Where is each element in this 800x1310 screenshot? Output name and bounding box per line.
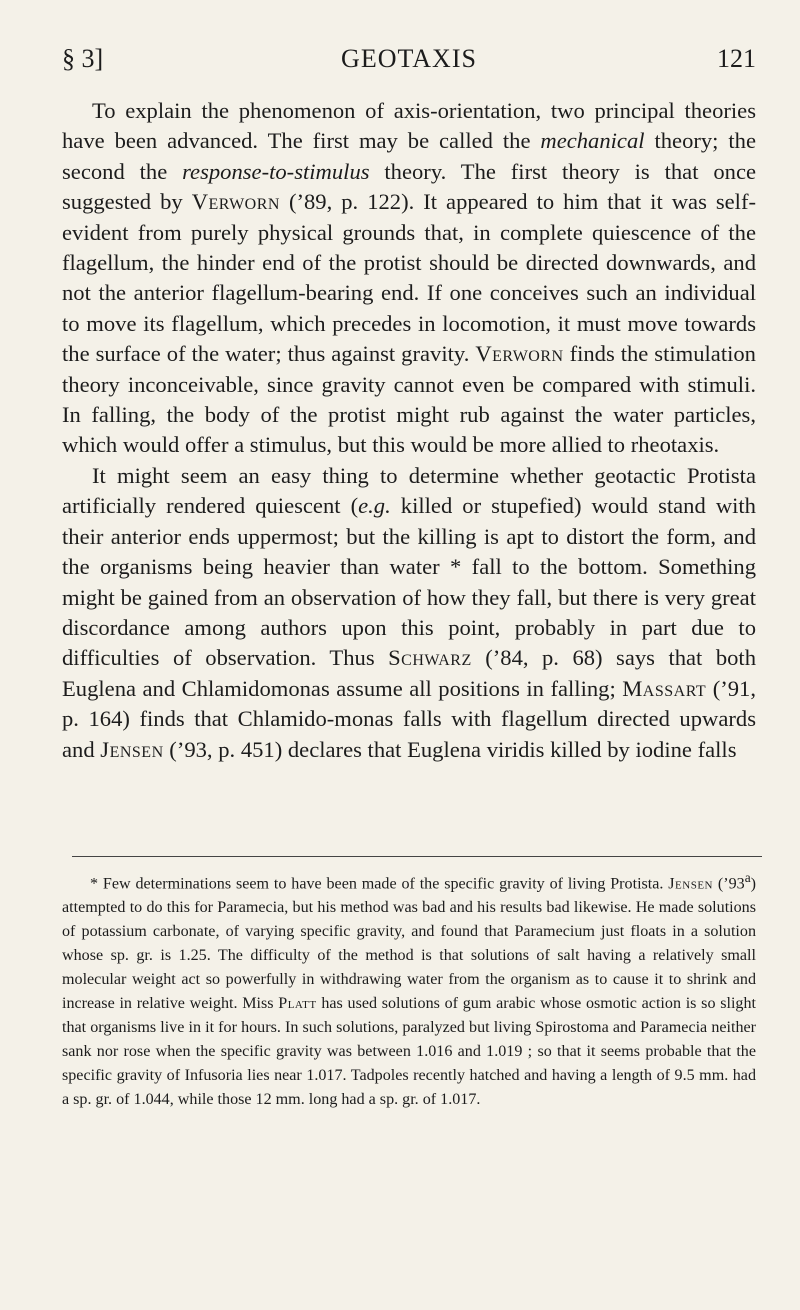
text-run: killed or stupefied) would stand with their anterior ends uppermost; but the killing is apt to distort the form, and the organisms being heavier than water * fall to the bottom. Something might be gained from an observation of how they fall, but there is very great discordance among authors upon this point, probably in part due to difficulties of observation. Thus — [62, 493, 756, 671]
text-run: (’93 — [713, 875, 745, 893]
paragraph-theories — [62, 96, 756, 461]
text-run: theory. The first theory is that once suggested by — [62, 158, 756, 215]
text-run: To explain the phenomenon of axis-orientation, two principal theories have been advanced. The first may be called the — [62, 98, 756, 154]
text-run: (’84, p. 68) says that both Euglena and Chlamidomonas assume all positions in falling; — [62, 645, 756, 701]
superscript: a — [744, 870, 751, 885]
text-run: (’89, p. 122). It appeared to him that it was self-evident from purely physical grounds that, in complete quiescence of the flagellum, the hinder end of the protist should be directed downwards, and not the anterior flagellum-bearing end. If one conceives such an individual to move its flagellum, which precedes in locomotion, it must move towards the surface of the water; thus against gravity. — [62, 189, 757, 367]
author-name: Massart — [622, 675, 707, 701]
text-run: * Few determinations seem to have been made of the specific gravity of living Protista. — [90, 875, 669, 893]
running-header — [62, 44, 756, 84]
author-name: Jensen — [100, 736, 164, 762]
running-title: GEOTAXIS — [341, 44, 477, 73]
author-name: Schwarz — [388, 645, 472, 671]
text-run: It might seem an easy thing to determine whether geotactic Protista artificially rendered quiescent ( — [62, 462, 756, 519]
text-run: finds the stimulation theory inconceivable, since gravity cannot even be compared with stimuli. In falling, the body of the protist might rub against the water particles, which would offer a stimulus, but this would be more allied to rheotaxis. — [62, 341, 756, 458]
text-run: (’91, p. 164) finds that Chlamido-monas falls with flagellum directed upwards and — [62, 675, 756, 762]
main-text — [62, 96, 756, 765]
text-run: theory; the second the — [62, 128, 756, 184]
text-run: (’93, p. 451) declares that Euglena viridis killed by iodine falls — [163, 736, 737, 762]
text-run: has used solutions of gum arabic whose osmotic action is so slight that organisms live in it for hours. In such solutions, paralyzed but living Spirostoma and Paramecia neither sank nor rose when the specific gravity was between 1.016 and 1.019 ; so that it seems probable that the specific gravity of Infusoria lies near 1.017. Tadpoles recently hatched and having a length of 9.5 mm. had a sp. gr. of 1.044, while those 12 mm. long had a sp. gr. of 1.017. — [62, 994, 756, 1108]
emphasis-eg: e.g. — [358, 493, 391, 519]
author-name: Platt — [278, 994, 317, 1012]
emphasis-response-to-stimulus: response-to-stimulus — [182, 158, 370, 184]
section-marker: § 3] — [62, 44, 104, 73]
footnote — [62, 866, 756, 1111]
author-name: Jensen — [668, 875, 714, 893]
emphasis-mechanical: mechanical — [540, 128, 645, 154]
author-name: Verworn — [191, 189, 280, 215]
text-run: ) attempted to do this for Paramecia, but his method was bad and his results bad likewise. He made solutions of potassium carbonate, of varying specific gravity, and found that Paramecium just floats in a solution whose sp. gr. is 1.25. The difficulty of the method is that solutions of salt having a relatively small molecular weight act so powerfully in withdrawing water from the organism as to cause it to shrink and increase in relative weight. Miss — [62, 875, 756, 1012]
paragraph-quiescent-protista — [62, 461, 756, 765]
page-number: 121 — [717, 44, 756, 73]
author-name: Verworn — [475, 341, 564, 367]
footnote-paragraph — [62, 866, 756, 1111]
footnote-divider — [72, 856, 762, 857]
